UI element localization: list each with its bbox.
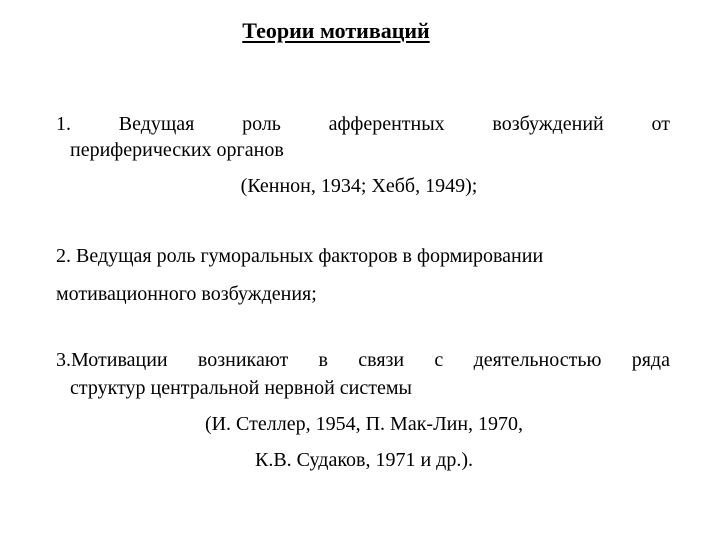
item-1-line-2: периферических органов <box>70 139 284 161</box>
item-1-word: от <box>651 113 670 135</box>
item-3-word: с <box>434 349 444 371</box>
item-3-citation-1 <box>0 410 720 438</box>
item-1-citation-text: (Кеннон, 1934; Хебб, 1949); <box>240 175 478 197</box>
item-1-word: Ведущая <box>118 113 195 135</box>
item-3-word: в <box>318 349 328 371</box>
item-3-citation-2-text: К.В. Судаков, 1971 и др.). <box>255 449 473 471</box>
item-3-word: деятельностью <box>473 349 602 371</box>
item-2-line-1: 2. Ведущая роль гуморальных факторов в формировании <box>56 245 544 267</box>
slide-title-text: Теории мотиваций <box>242 18 430 43</box>
item-3-word: возникают <box>197 349 289 371</box>
item-3-citation-1-text: (И. Стеллер, 1954, П. Мак-Лин, 1970, <box>204 413 524 435</box>
item-1-word: роль <box>242 113 281 135</box>
item-3-word: ряда <box>631 349 670 371</box>
item-3-number-word: 3.Мотивации <box>56 349 168 371</box>
item-3-citation-2 <box>0 446 720 474</box>
item-1-word: возбуждений <box>492 113 604 135</box>
item-2-line-2: мотивационного возбуждения; <box>56 283 317 305</box>
item-3-line-1 <box>56 346 670 374</box>
item-3-line-2: структур центральной нервной системы <box>70 377 412 399</box>
slide-title <box>0 16 720 46</box>
item-1-number: 1. <box>56 113 71 135</box>
item-1-line-1 <box>56 110 670 138</box>
item-1-word: афферентных <box>328 113 445 135</box>
item-3-word: связи <box>358 349 405 371</box>
item-1-citation <box>0 172 720 200</box>
